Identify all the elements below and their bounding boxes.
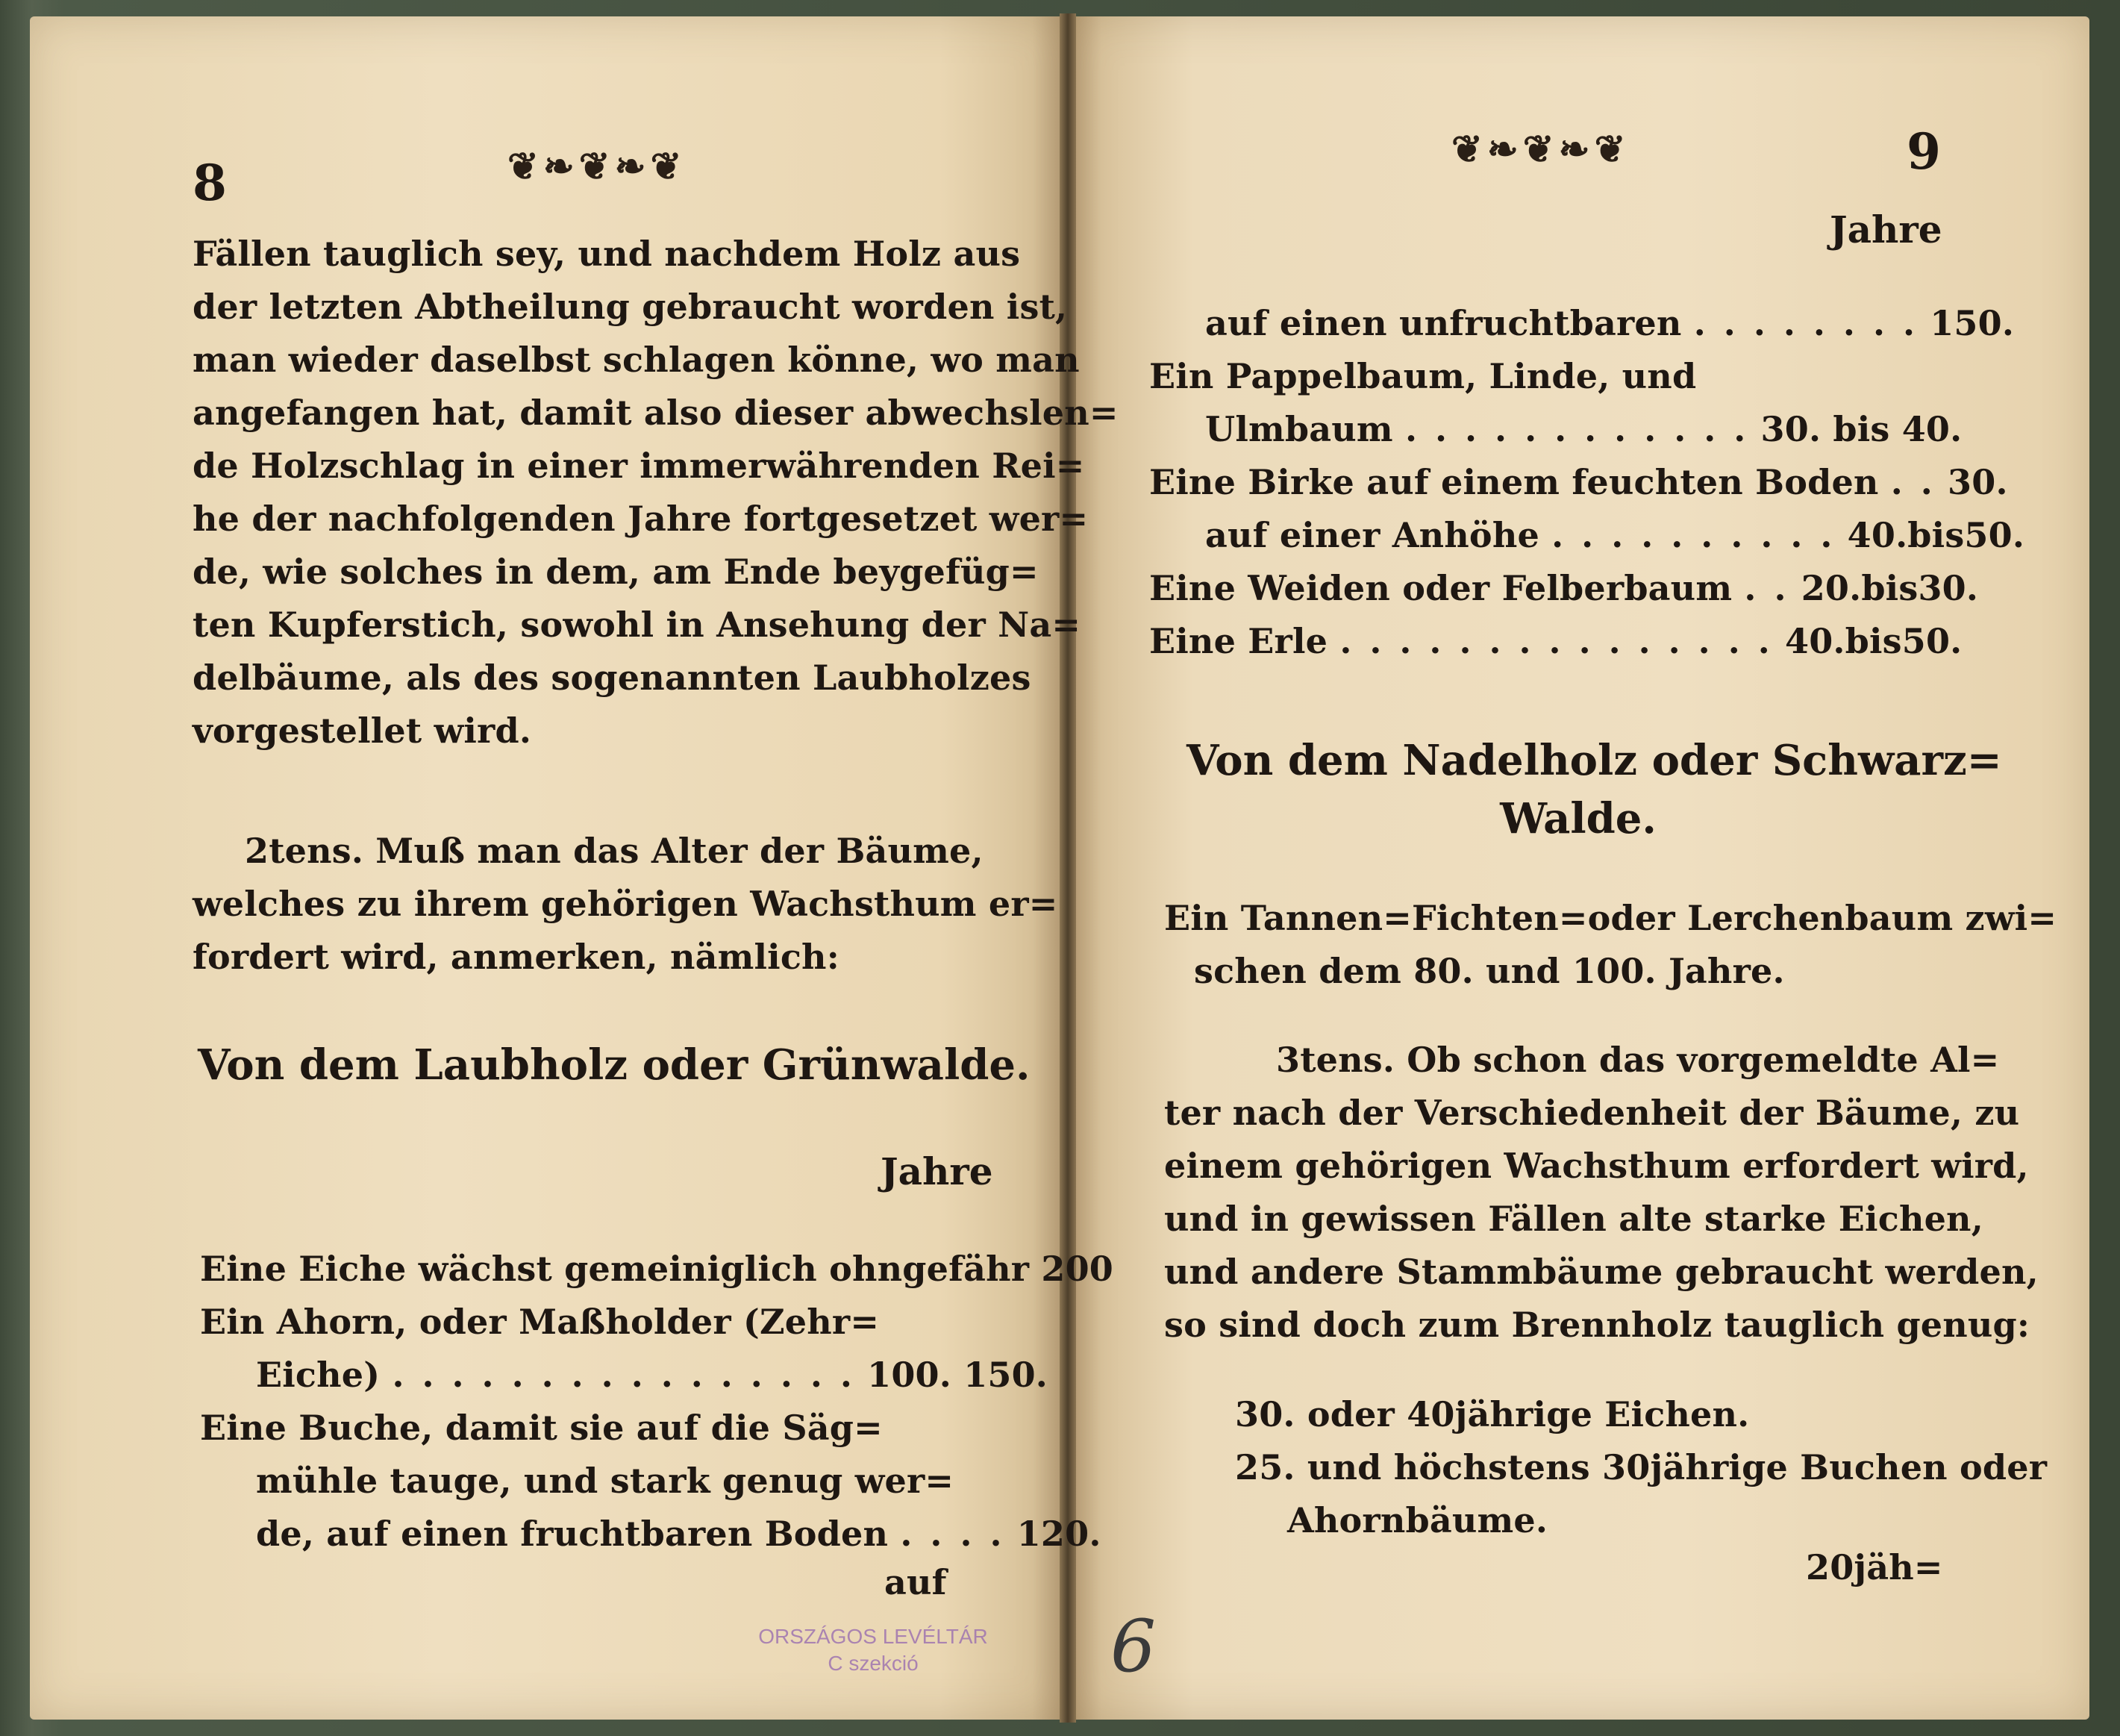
row-value: 200 <box>1041 1249 1114 1289</box>
row-value: 30. <box>1948 462 2008 502</box>
left-header-ornament: ❦❧❦❧❦ <box>507 144 687 188</box>
row-leader: . . . . . . . . . . <box>1551 515 1836 555</box>
list-item: 25. und höchstens 30jährige Buchen oder <box>1235 1447 2048 1487</box>
right-catchword: 20jäh= <box>1806 1547 1943 1587</box>
row-leader: . . <box>1890 462 1936 502</box>
table-row <box>1149 403 1963 456</box>
table-row <box>200 1349 1048 1402</box>
text-line: einem gehörigen Wachsthum erfordert wird, <box>1164 1146 2029 1186</box>
text-line: der letzten Abtheilung gebraucht worden ist, <box>193 287 1068 327</box>
row-value: 30. bis 40. <box>1760 409 1963 449</box>
row-leader: . . <box>1744 568 1789 608</box>
text-line: angefangen hat, damit also dieser abwechslen= <box>193 393 1119 433</box>
table-row <box>1149 350 1963 403</box>
table-row <box>1149 509 2025 562</box>
text-line: welches zu ihrem gehörigen Wachsthum er= <box>193 884 1058 924</box>
text-line: 3tens. Ob schon das vorgemeldte Al= <box>1276 1040 2000 1080</box>
text-line: und andere Stammbäume gebraucht werden, <box>1164 1252 2039 1292</box>
row-label: auf einen unfruchtbaren <box>1205 303 1682 343</box>
stamp-line: C szekció <box>828 1652 919 1675</box>
table-row <box>200 1402 1002 1455</box>
row-leader: . . . . . . . . . . . . . . . <box>1339 621 1773 661</box>
row-label: Ein Ahorn, oder Maßholder (Zehr= <box>200 1302 880 1342</box>
text-line: so sind doch zum Brennholz tauglich genug: <box>1164 1305 2030 1345</box>
row-label: auf einer Anhöhe <box>1205 515 1539 555</box>
row-label: Eine Erle <box>1149 621 1328 661</box>
row-leader: . . . . <box>900 1514 1005 1554</box>
row-label: Eine Buche, damit sie auf die Säg= <box>200 1408 883 1448</box>
row-value: 40.bis50. <box>1847 515 2025 555</box>
row-leader: . . . . . . . . . . . . . . . . <box>392 1355 855 1395</box>
table-row <box>200 1455 1002 1508</box>
handwritten-number: 6 <box>1110 1605 1157 1688</box>
text-line: Fällen tauglich sey, und nachdem Holz aus <box>193 234 1021 274</box>
right-page-number: 9 <box>1907 122 1941 181</box>
left-age-table <box>200 1243 1114 1561</box>
stamp-line: ORSZÁGOS LEVÉLTÁR <box>758 1625 988 1648</box>
row-value: 150. <box>1930 303 2015 343</box>
text-line: he der nachfolgenden Jahre fortgesetzet wer= <box>193 499 1089 539</box>
right-section-heading <box>1186 731 2002 848</box>
row-label: Eine Birke auf einem feuchten Boden <box>1149 462 1879 502</box>
text-line: fordert wird, anmerken, nämlich: <box>193 937 839 977</box>
row-leader: . . . . . . . . <box>1693 303 1918 343</box>
table-row <box>1149 297 2015 350</box>
left-page-number: 8 <box>193 154 227 212</box>
text-line: Ein Tannen=Fichten=oder Lerchenbaum zwi= <box>1164 898 2057 938</box>
table-row <box>1149 456 2008 509</box>
text-line: und in gewissen Fällen alte starke Eichen, <box>1164 1199 1983 1239</box>
text-line: ter nach der Verschiedenheit der Bäume, zu <box>1164 1093 2020 1133</box>
text-line: 2tens. Muß man das Alter der Bäume, <box>245 831 984 871</box>
heading-line: Von dem Nadelholz oder Schwarz= <box>1186 736 2002 785</box>
right-age-list <box>1235 1388 2047 1547</box>
row-label: mühle tauge, und stark genug wer= <box>256 1461 954 1501</box>
right-age-table <box>1149 297 2025 668</box>
table-row <box>1149 615 1963 668</box>
table-row <box>1149 562 1979 615</box>
left-catchword: auf <box>884 1562 947 1602</box>
row-value: 40.bis50. <box>1784 621 1963 661</box>
right-column-header: Jahre <box>1830 207 1942 252</box>
table-row <box>200 1296 1002 1349</box>
left-paragraph-1 <box>193 228 1119 758</box>
text-line: man wieder daselbst schlagen könne, wo man <box>193 340 1080 380</box>
text-line: vorgestellet wird. <box>193 711 532 751</box>
text-line: schen dem 80. und 100. Jahre. <box>1194 951 1785 991</box>
text-line: delbäume, als des sogenannten Laubholzes <box>193 658 1031 698</box>
row-value: 100. 150. <box>867 1355 1048 1395</box>
text-line: ten Kupferstich, sowohl in Ansehung der Na= <box>193 605 1081 645</box>
archive-stamp <box>739 1623 1007 1677</box>
table-row <box>200 1243 1114 1296</box>
row-label: Ein Pappelbaum, Linde, und <box>1149 356 1697 396</box>
left-paragraph-2 <box>193 825 1058 984</box>
right-paragraph-2 <box>1164 1034 2039 1352</box>
row-value: 20.bis30. <box>1801 568 1979 608</box>
text-line: de, wie solches in dem, am Ende beygefüg= <box>193 552 1039 592</box>
row-label: Eine Eiche wächst gemeiniglich ohngefähr <box>200 1249 1030 1289</box>
right-header-ornament: ❦❧❦❧❦ <box>1451 127 1630 171</box>
heading-line: Walde. <box>1500 794 1657 843</box>
right-paragraph-1 <box>1164 892 2057 998</box>
row-leader: . . . . . . . . . . . . <box>1404 409 1749 449</box>
row-label: Ulmbaum <box>1205 409 1393 449</box>
left-column-header: Jahre <box>881 1149 993 1193</box>
text-line: de Holzschlag in einer immerwährenden Rei= <box>193 446 1085 486</box>
table-row <box>200 1508 1101 1561</box>
left-section-heading: Von dem Laubholz oder Grünwalde. <box>198 1040 1031 1090</box>
row-label: Eine Weiden oder Felberbaum <box>1149 568 1733 608</box>
row-label: de, auf einen fruchtbaren Boden <box>256 1514 889 1554</box>
list-item: Ahornbäume. <box>1287 1500 1548 1540</box>
row-label: Eiche) <box>256 1355 381 1395</box>
list-item: 30. oder 40jährige Eichen. <box>1235 1394 1750 1434</box>
row-value: 120. <box>1016 1514 1101 1554</box>
